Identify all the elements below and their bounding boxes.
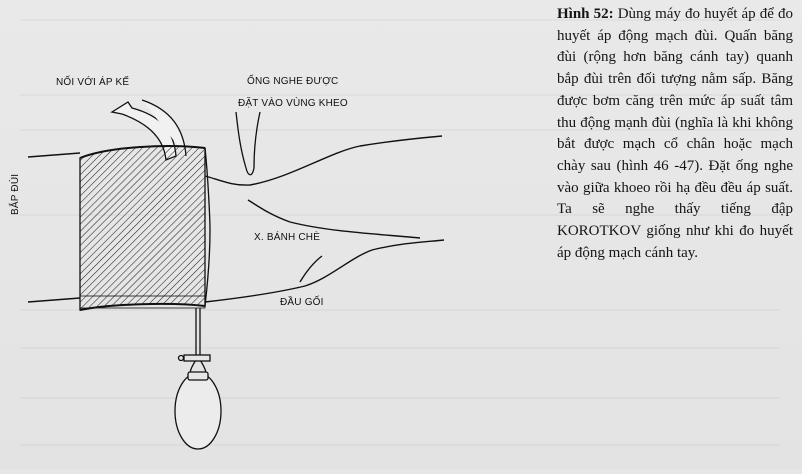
stethoscope-tube (236, 112, 260, 175)
label-patella: X. BÁNH CHÈ (254, 232, 321, 243)
figure-caption (557, 4, 793, 264)
inflation-bulb (175, 308, 221, 449)
thigh-cuff (80, 146, 210, 310)
caption-text: Dùng máy đo huyết áp để đo huyết áp động mạch đùi. Quấn băng đùi (rộng hơn băng cánh tay) quanh bắp đùi trên đối tượng nằm sấp. Băng được bơm căng trên mức áp suất tâm thu động mạnh đùi (nghĩa là khi không bắt được mạch cổ chân hoặc mạch chày sau (hình 46 -47). Đặt ống nghe vào giữa khoeo rồi hạ đều đều áp suất. Ta sẽ nghe thấy tiếng đập KOROTKOV giống như khi đo huyết áp động mạch cánh tay. (557, 6, 793, 261)
label-connect-manometer: NỐI VỚI ÁP KẾ (56, 77, 130, 88)
label-stethoscope-line1: ỐNG NGHE ĐƯỢC (247, 76, 339, 87)
figure-number: Hình 52: (557, 6, 614, 22)
label-thigh: BẮP ĐÙI (10, 173, 21, 215)
label-knee: ĐẦU GỐI (280, 297, 324, 308)
label-stethoscope-line2: ĐẶT VÀO VÙNG KHEO (238, 98, 348, 109)
